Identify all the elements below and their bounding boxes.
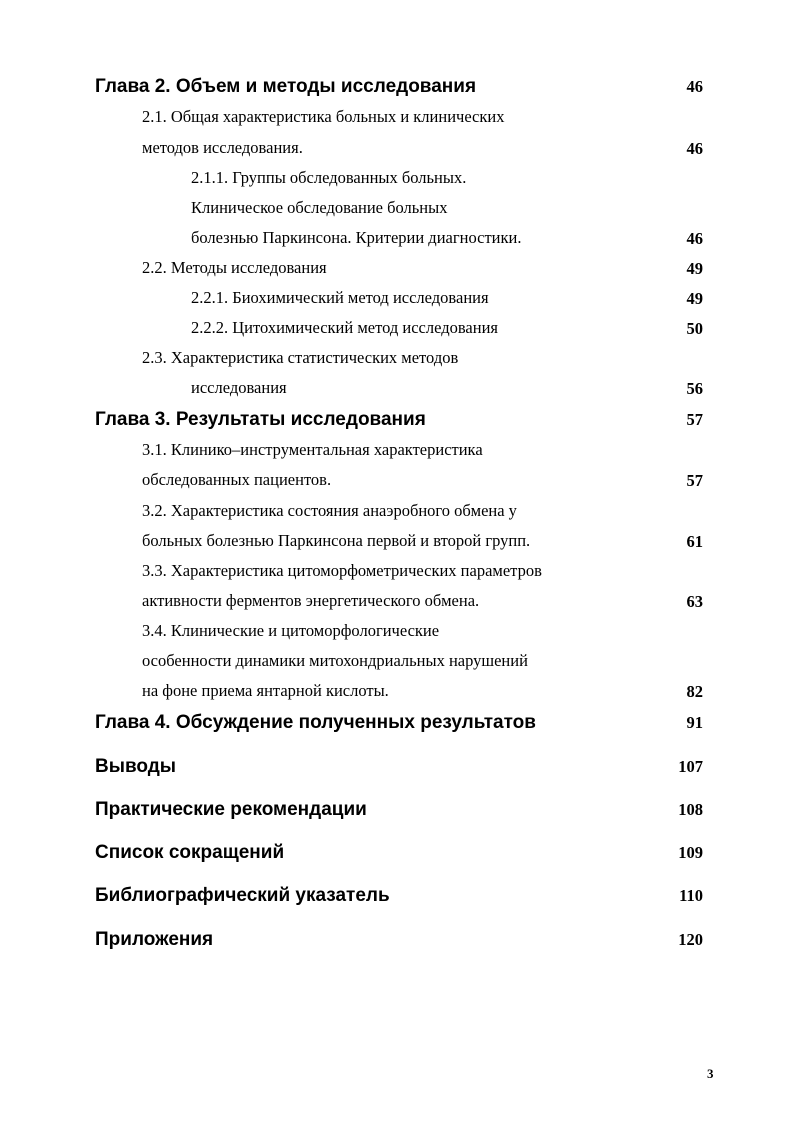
section-2-1-1-line-2: Клиническое обследование больных [191,198,448,217]
section-2-1-line-2: методов исследования. [142,138,303,157]
section-2-3-line-2: исследования [191,378,287,397]
section-3-4-page: 82 [686,682,703,701]
section-2-3-page: 56 [686,379,703,398]
bibliography-page: 110 [679,886,703,905]
abbreviations-page: 109 [678,843,703,862]
section-2-1-line-1: 2.1. Общая характеристика больных и клинических [142,107,505,126]
section-3-1-line-2: обследованных пациентов. [142,470,332,489]
section-2-1-1-page: 46 [686,229,703,248]
recommendations-page: 108 [678,800,703,819]
section-2-2-2: 2.2.2. Цитохимический метод исследования [191,318,498,337]
conclusions-page: 107 [678,757,703,776]
appendices-page: 120 [678,930,703,949]
section-3-4-line-2: особенности динамики митохондриальных нарушений [142,651,528,670]
chapter-4-page: 91 [686,713,703,732]
section-2-3-line-1: 2.3. Характеристика статистических методов [142,348,459,367]
section-2-1-1-line-1: 2.1.1. Группы обследованных больных. [191,168,467,187]
recommendations-title: Практические рекомендации [95,799,367,820]
section-2-2: 2.2. Методы исследования [142,258,327,277]
chapter-2-title: Глава 2. Объем и методы исследования [95,76,477,97]
section-2-2-1: 2.2.1. Биохимический метод исследования [191,288,489,307]
section-3-2-line-1: 3.2. Характеристика состояния анаэробного обмена у [142,501,517,520]
section-3-1-page: 57 [686,471,703,490]
chapter-3-title: Глава 3. Результаты исследования [95,409,426,430]
section-2-1-page: 46 [686,139,703,158]
section-3-3-line-1: 3.3. Характеристика цитоморфометрических параметров [142,561,542,580]
section-2-1-1-line-3: болезнью Паркинсона. Критерии диагностики. [191,228,522,247]
section-2-2-2-page: 50 [686,319,703,338]
section-3-4-line-1: 3.4. Клинические и цитоморфологические [142,621,440,640]
section-2-2-page: 49 [686,259,703,278]
section-2-2-1-page: 49 [686,289,703,308]
section-3-4-line-3: на фоне приема янтарной кислоты. [142,681,389,700]
chapter-2-page: 46 [686,77,703,96]
conclusions-title: Выводы [95,756,177,777]
section-3-3-page: 63 [686,592,703,611]
abbreviations-title: Список сокращений [95,842,285,863]
section-3-2-page: 61 [686,532,703,551]
page-number: 3 [707,1066,714,1081]
section-3-3-line-2: активности ферментов энергетического обмена. [142,591,480,610]
chapter-3-page: 57 [686,410,703,429]
section-3-2-line-2: больных болезнью Паркинсона первой и второй групп. [142,531,531,550]
section-3-1-line-1: 3.1. Клинико–инструментальная характеристика [142,440,483,459]
chapter-4-title: Глава 4. Обсуждение полученных результатов [95,712,536,733]
appendices-title: Приложения [95,929,214,950]
bibliography-title: Библиографический указатель [95,885,390,906]
